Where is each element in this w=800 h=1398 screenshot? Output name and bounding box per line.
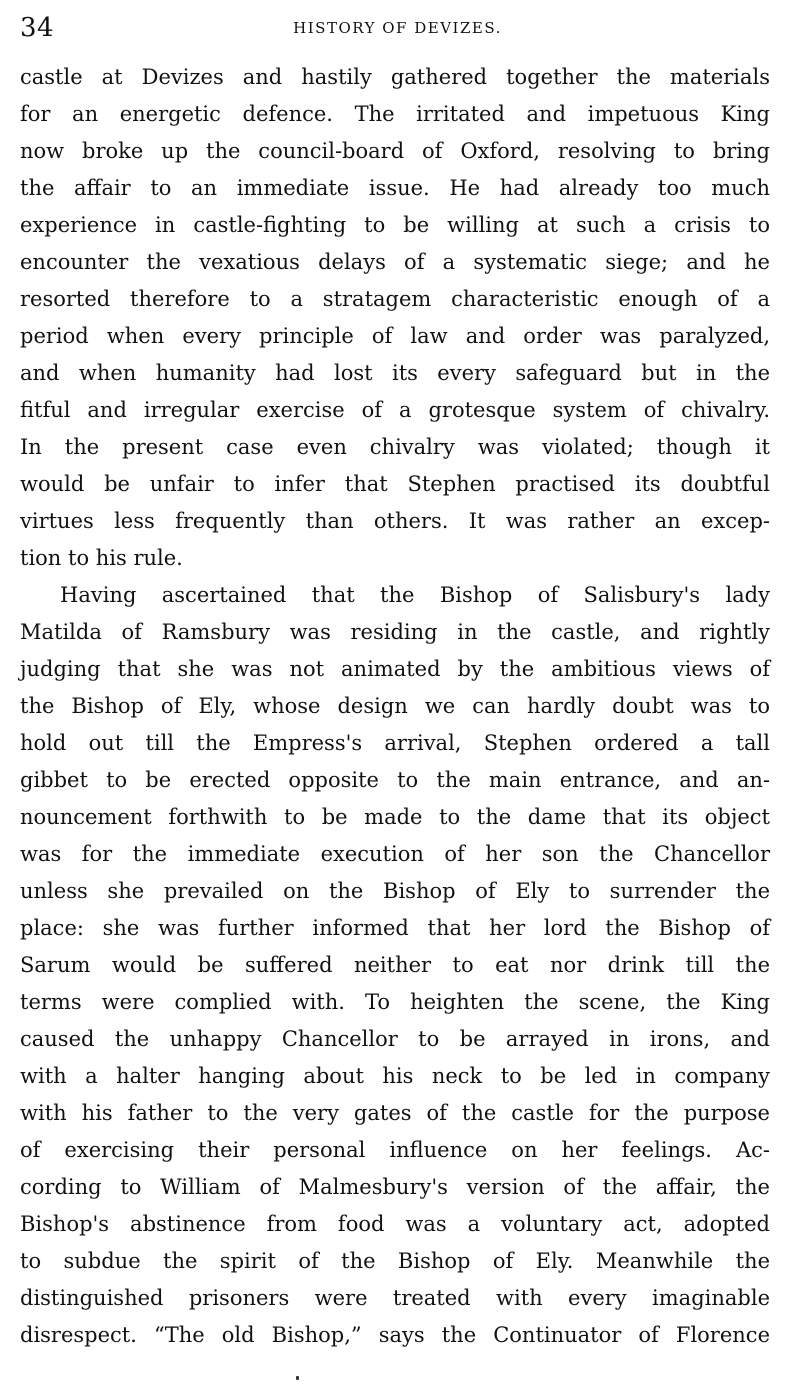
text-line: with a halter hanging about his neck to be led in company [20,1064,770,1088]
stray-ink-mark [296,1376,299,1380]
text-line: experience in castle-fighting to be willing at such a crisis to [20,213,770,237]
text-line: would be unfair to infer that Stephen practised its doubtful [20,472,770,496]
text-line: hold out till the Empress's arrival, Stephen ordered a tall [20,731,770,755]
text-line: gibbet to be erected opposite to the main entrance, and an- [20,768,770,792]
text-line: castle at Devizes and hastily gathered together the materials [20,65,770,89]
text-line: resorted therefore to a stratagem characteristic enough of a [20,287,770,311]
text-line: unless she prevailed on the Bishop of Ely to surrender the [20,879,770,903]
text-line: the affair to an immediate issue. He had already too much [20,176,770,200]
text-line: encounter the vexatious delays of a systematic siege; and he [20,250,770,274]
text-line: the Bishop of Ely, whose design we can hardly doubt was to [20,694,770,718]
text-line: caused the unhappy Chancellor to be arrayed in irons, and [20,1027,770,1051]
text-line: was for the immediate execution of her son the Chancellor [20,842,770,866]
text-line: period when every principle of law and order was paralyzed, [20,324,770,348]
text-line: fitful and irregular exercise of a grotesque system of chivalry. [20,398,770,422]
text-line: for an energetic defence. The irritated and impetuous King [20,102,770,126]
body-text [20,59,770,1354]
page-number: 34 [20,13,55,43]
text-line: judging that she was not animated by the ambitious views of [20,657,770,681]
running-head [20,12,775,44]
text-line: distinguished prisoners were treated with every imaginable [20,1286,770,1310]
text-line: of exercising their personal influence on her feelings. Ac- [20,1138,770,1162]
text-line: disrespect. “The old Bishop,” says the Continuator of Florence [20,1323,770,1347]
text-line: place: she was further informed that her lord the Bishop of [20,916,770,940]
text-line: with his father to the very gates of the castle for the purpose [20,1101,770,1125]
text-line: terms were complied with. To heighten the scene, the King [20,990,770,1014]
text-line: Having ascertained that the Bishop of Salisbury's lady [60,583,770,607]
text-line: Bishop's abstinence from food was a voluntary act, adopted [20,1212,770,1236]
text-line: cording to William of Malmesbury's version of the affair, the [20,1175,770,1199]
text-line: to subdue the spirit of the Bishop of Ely. Meanwhile the [20,1249,770,1273]
text-line: virtues less frequently than others. It was rather an excep- [20,509,770,533]
text-line: now broke up the council-board of Oxford, resolving to bring [20,139,770,163]
text-line: Sarum would be suffered neither to eat nor drink till the [20,953,770,977]
text-line: In the present case even chivalry was violated; though it [20,435,770,459]
text-line: and when humanity had lost its every safeguard but in the [20,361,770,385]
text-line: nouncement forthwith to be made to the dame that its object [20,805,770,829]
running-title: HISTORY OF DEVIZES. [293,19,502,37]
text-line: Matilda of Ramsbury was residing in the castle, and rightly [20,620,770,644]
text-line: tion to his rule. [20,546,183,570]
